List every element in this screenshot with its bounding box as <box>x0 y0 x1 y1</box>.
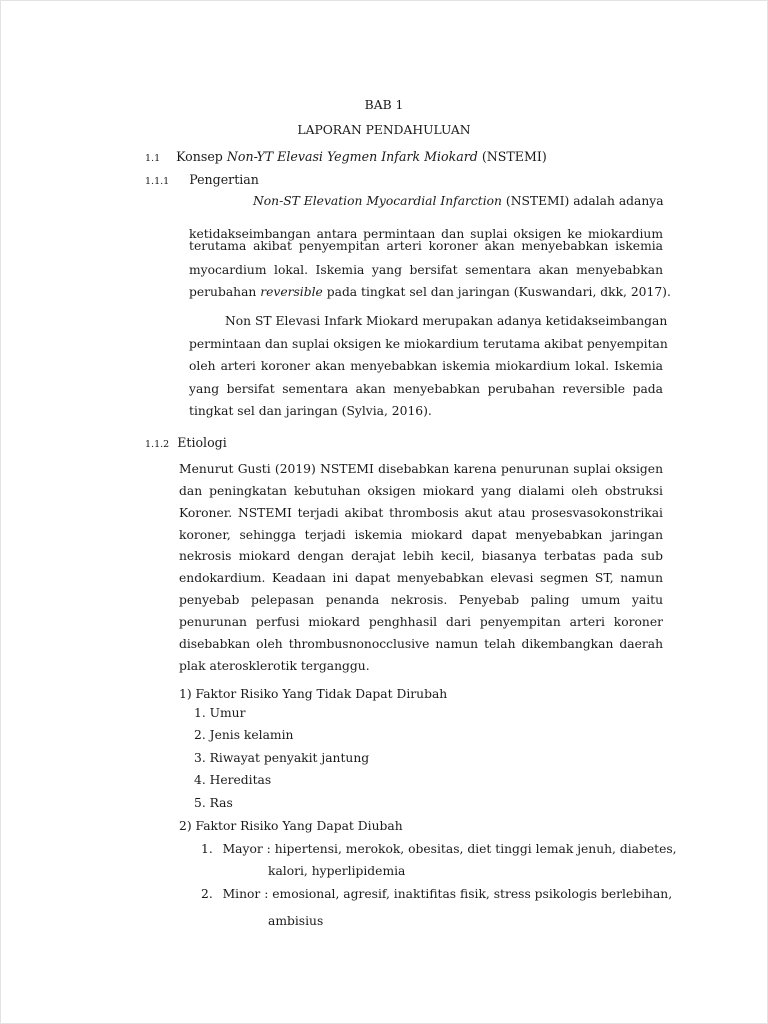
etiologi-line: penurunan perfusi miokard penghhasil dari penyempitan arteri koroner <box>179 615 663 629</box>
term-italic: reversible <box>260 285 323 299</box>
paragraph-2-line: Non ST Elevasi Infark Miokard merupakan adanya ketidakseimbangan <box>225 314 668 328</box>
etiologi-line: penyebab pelepasan penanda nekrosis. Penyebab paling umum yaitu <box>179 593 663 607</box>
list-item: 4. Hereditas <box>194 773 272 787</box>
list-item-label: Minor : <box>222 887 269 901</box>
section-label-italic: Non-YT Elevasi Yegmen Infark Miokard <box>226 149 478 164</box>
term-italic: Non-ST Elevation Myocardial Infarction <box>253 194 502 208</box>
section-number: 1.1.1 <box>145 176 170 187</box>
etiologi-line: koroner, sehingga terjadi iskemia miokard dapat menyebabkan jaringan <box>179 528 663 542</box>
etiologi-line: Koroner. NSTEMI terjadi akibat thrombosis akut atau prosesvasokonstrikai <box>179 506 663 520</box>
etiologi-line: Menurut Gusti (2019) NSTEMI disebabkan karena penurunan suplai oksigen <box>179 462 663 476</box>
list-item-text: emosional, agresif, inaktifitas fisik, stress psikologis berlebihan, <box>272 887 673 901</box>
section-label-pre: Konsep <box>176 149 227 164</box>
section-label: Etiologi <box>177 435 227 450</box>
list-item-number: 1. <box>201 842 213 856</box>
risk-unchangeable-heading: 1) Faktor Risiko Yang Tidak Dapat Dirubah <box>179 687 448 701</box>
paragraph-1-line-3: myocardium lokal. Iskemia yang bersifat sementara akan menyebabkan <box>189 263 663 277</box>
section-number: 1.1.2 <box>145 439 170 450</box>
paragraph-1-line-4 <box>189 285 671 299</box>
section-number: 1.1 <box>145 153 161 164</box>
chapter-title: LAPORAN PENDAHULUAN <box>297 123 471 137</box>
list-item: 2. Jenis kelamin <box>194 728 294 742</box>
paragraph-2-line: permintaan dan suplai oksigen ke miokardium terutama akibat penyempitan <box>189 337 668 351</box>
paragraph-text: pada tingkat sel dan jaringan (Kuswandari, dkk, 2017). <box>322 285 671 299</box>
paragraph-1-overlap-line-a: ketidakseimbangan antara permintaan dan suplai oksigen ke miokardium <box>189 227 663 241</box>
paragraph-text: (NSTEMI) adalah adanya <box>501 194 664 208</box>
etiologi-line: disebabkan oleh thrombusnonocclusive namun telah dikembangkan daerah <box>179 637 663 651</box>
paragraph-text: perubahan <box>189 285 261 299</box>
list-item: 1. Umur <box>194 706 246 720</box>
list-item-text: hipertensi, merokok, obesitas, diet tinggi lemak jenuh, diabetes, <box>274 842 677 856</box>
section-heading-1-1-2 <box>145 435 227 450</box>
section-heading-1-1-1 <box>145 172 259 187</box>
section-label: Pengertian <box>189 172 259 187</box>
etiologi-line: dan peningkatan kebutuhan oksigen miokard yang dialami oleh obstruksi <box>179 484 663 498</box>
list-item-number: 2. <box>201 887 213 901</box>
paragraph-2-line: yang bersifat sementara akan menyebabkan perubahan reversible pada <box>189 382 663 396</box>
paragraph-1-overlap-line-b: terutama akibat penyempitan arteri koroner akan menyebabkan iskemia <box>189 239 663 253</box>
paragraph-2-line: tingkat sel dan jaringan (Sylvia, 2016). <box>189 404 432 418</box>
list-item-continuation: ambisius <box>268 914 324 928</box>
paragraph-1-line-1 <box>253 194 663 208</box>
list-item-label: Mayor : <box>222 842 271 856</box>
list-item-mayor <box>201 842 677 856</box>
list-item-continuation: kalori, hyperlipidemia <box>268 864 406 878</box>
section-heading-1-1 <box>145 149 547 164</box>
etiologi-line: endokardium. Keadaan ini dapat menyebabkan elevasi segmen ST, namun <box>179 571 663 585</box>
list-item: 3. Riwayat penyakit jantung <box>194 751 370 765</box>
section-label-post: (NSTEMI) <box>477 149 547 164</box>
etiologi-line: plak aterosklerotik terganggu. <box>179 659 370 673</box>
paragraph-2-line: oleh arteri koroner akan menyebabkan iskemia miokardium lokal. Iskemia <box>189 359 663 373</box>
chapter-label: BAB 1 <box>364 98 404 112</box>
list-item-minor <box>201 887 672 901</box>
risk-changeable-heading: 2) Faktor Risiko Yang Dapat Diubah <box>179 819 403 833</box>
etiologi-line: nekrosis miokard dengan derajat lebih kecil, biasanya terbatas pada sub <box>179 549 663 563</box>
list-item: 5. Ras <box>194 796 233 810</box>
